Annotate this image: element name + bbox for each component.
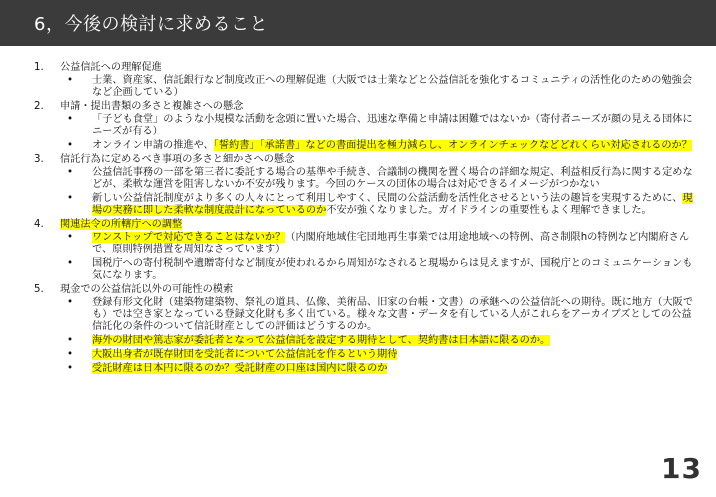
bullet-text: オンライン申請の推進や、 <box>92 140 214 151</box>
section-3 <box>0 154 716 217</box>
bullet-item <box>60 335 694 347</box>
bullet-item <box>60 297 694 333</box>
section-title: 公益信託への理解促進 <box>60 62 162 73</box>
section-number: 5. <box>34 284 44 295</box>
highlighted-text: 受託財産は日本円に限るのか？受託財産の口座は国内に限るのか <box>92 363 388 374</box>
bullet-icon: • <box>67 232 74 243</box>
bullet-icon: • <box>67 297 74 308</box>
bullet-text: 公益信託事務の一部を第三者に委託する場合の基準や手続き、合議制の機関を置く場合の詳細な規定、利益相反行為に関する定めなどが、柔軟な運営を阻害しないか不安が残ります。今回のケースの団体の場合は対応できるイメージがつかない <box>92 167 693 190</box>
bullet-item <box>60 232 694 256</box>
slide-header <box>0 0 716 46</box>
bullet-list <box>60 75 716 99</box>
bullet-text: 「子ども食堂」のような小規模な活動を念頭に置いた場合、迅速な準備と申請は困難ではないか（寄付者ニーズが顔の見える団体にニーズが有る） <box>92 114 693 137</box>
bullet-list <box>60 297 716 375</box>
bullet-icon: • <box>67 363 74 374</box>
bullet-item <box>60 349 694 361</box>
highlighted-text: 現場の実務に即した柔軟な制度設計になっているのか <box>92 193 693 216</box>
bullet-item <box>60 140 694 152</box>
bullet-text: 登録有形文化財（建築物建築物、祭礼の道具、仏像、美術品、旧家の台帳・文書）の承継への公益信託への期待。既に地方（大阪でも）では空き家となっている登録文化財も多く出ている。様々な文書・データを有している人がこれらをアーカイブズとしての公益信託化の条件のついて信託財産としての評価はどうするのか。 <box>92 297 694 332</box>
section-title: 関連法令の所轄庁への調整 <box>60 219 183 230</box>
slide-content <box>0 62 716 377</box>
bullet-icon: • <box>67 114 74 125</box>
bullet-item <box>60 363 694 375</box>
bullet-list <box>60 232 716 282</box>
highlighted-text: ワンストップで対応できることはないか？ <box>92 232 286 243</box>
bullet-text: 士業、資産家、信託銀行など制度改正への理解促進（大阪では士業などと公益信託を強化するコミュニティの活性化のための勉強会など企画している） <box>92 75 693 98</box>
section-5 <box>0 284 716 375</box>
bullet-icon: • <box>67 193 74 204</box>
bullet-item <box>60 258 694 282</box>
bullet-list <box>60 167 716 217</box>
page-number: 13 <box>661 452 702 485</box>
highlighted-text: 大阪出身者が既存財団を受託者について公益信託を作るという期待 <box>92 349 398 360</box>
section-title: 信託行為に定めるべき事項の多さと細かさへの懸念 <box>60 154 295 165</box>
section-4 <box>0 219 716 282</box>
bullet-icon: • <box>67 140 74 151</box>
bullet-icon: • <box>67 258 74 269</box>
bullet-icon: • <box>67 75 74 86</box>
highlighted-text: 海外の財団や篤志家が委託者となって公益信託を設定する期待として、契約書は日本語に限るのか。 <box>92 335 551 346</box>
bullet-text: 不安が強くなりました。ガイドラインの重要性もよく理解できました。 <box>326 205 652 216</box>
bullet-icon: • <box>67 349 74 360</box>
bullet-item <box>60 114 694 138</box>
section-title: 現金での公益信託以外の可能性の模索 <box>60 284 234 295</box>
bullet-list <box>60 114 716 152</box>
section-number: 2. <box>34 101 44 112</box>
bullet-text: （内閣府地域住宅団地再生事業では用途地域への特例、高さ制限hの特例など内閣府さんで、原則特例措置を周知なさっています） <box>92 232 690 255</box>
bullet-item <box>60 75 694 99</box>
section-1 <box>0 62 716 99</box>
section-2 <box>0 101 716 152</box>
bullet-text: 新しい公益信託制度がより多くの人々にとって利用しやすく、民間の公益活動を活性化させるという法の趣旨を実現するために、 <box>92 193 683 204</box>
highlighted-text: 「誓約書」「承諾書」などの書面提出を極力減らし、オンラインチェックなどどれくらい対応されるのか？ <box>213 140 692 151</box>
bullet-item <box>60 193 694 217</box>
section-title: 申請・提出書類の多さと複雑さへの懸念 <box>60 101 244 112</box>
bullet-text: 国税庁への寄付税制や遺贈寄付など制度が使われるから周知がなされると現場からは見えますが、国税庁とのコミュニケーションも気になります。 <box>92 258 693 281</box>
bullet-icon: • <box>67 167 74 178</box>
section-number: 3. <box>34 154 44 165</box>
bullet-item <box>60 167 694 191</box>
section-number: 4. <box>34 219 44 230</box>
section-number: 1. <box>34 62 44 73</box>
slide-title: 6，今後の検討に求めること <box>34 14 268 35</box>
bullet-icon: • <box>67 335 74 346</box>
